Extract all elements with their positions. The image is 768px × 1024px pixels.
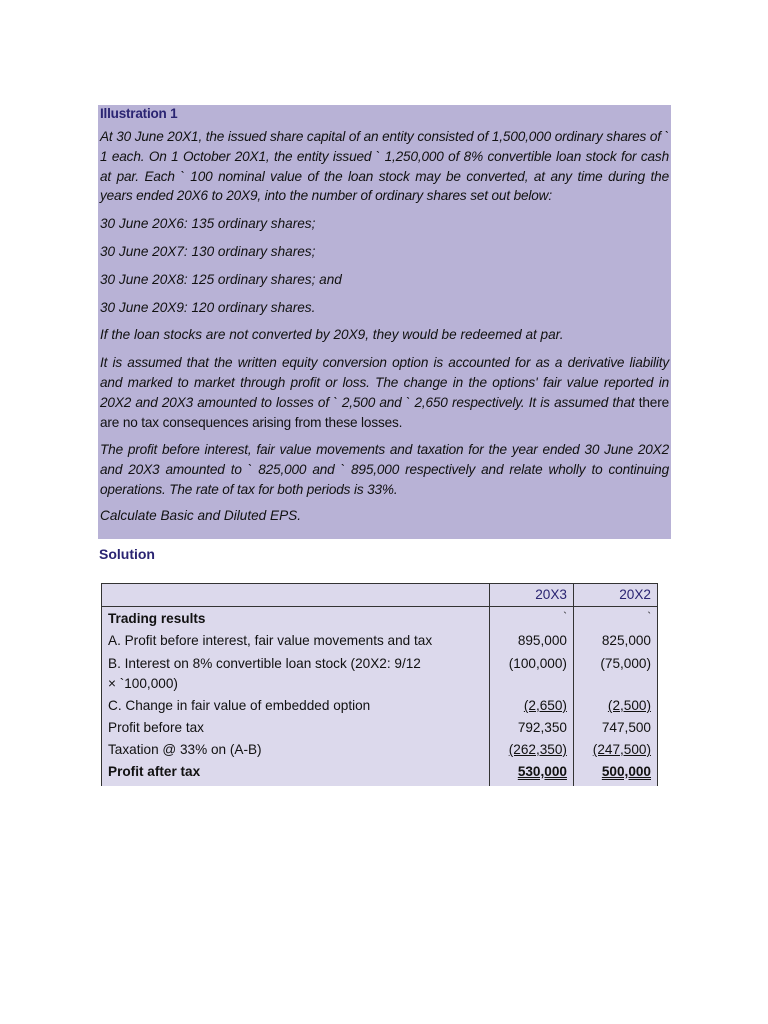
- option-paragraph-italic: It is assumed that the written equity conversion option is accounted for as a derivative liability and marked to market through profit or loss. The change in the options' fair value reported in 20X2 and 20X3 amounted to losses of ` 2,500 and ` 2,650 respectively. It is assumed that: [100, 355, 669, 410]
- table-row: [102, 629, 658, 651]
- solution-title: Solution: [99, 546, 155, 562]
- table-row: [102, 651, 658, 694]
- value-20x3: (2,650): [523, 698, 567, 713]
- row-label: Trading results: [102, 607, 490, 630]
- illustration-title: Illustration 1: [100, 106, 178, 121]
- value-20x3: (100,000): [489, 651, 573, 694]
- table-row: [102, 716, 658, 738]
- row-label: Taxation @ 33% on (A-B): [102, 738, 490, 760]
- trading-results-table: [101, 583, 658, 786]
- redemption-paragraph: If the loan stocks are not converted by 20X9, they would be redeemed at par.: [100, 327, 564, 343]
- value-20x2: 747,500: [573, 716, 657, 738]
- share-capital-paragraph: At 30 June 20X1, the issued share capital of an entity consisted of 1,500,000 ordinary shares of ` 1 each. On 1 October 20X1, the entity issued ` 1,250,000 of 8% convertible loan stock for cash at par. Each ` 100 nominal value of the loan stock may be converted, at any time during the years ended 20X6 to 20X9, into the number of ordinary shares set out below:: [100, 129, 669, 204]
- option-paragraph-roman: there are no tax consequences arising from these losses.: [100, 394, 669, 430]
- value-20x3: 895,000: [489, 629, 573, 651]
- illustration-box: [98, 105, 671, 539]
- row-label: Profit before tax: [102, 716, 490, 738]
- value-20x2: (75,000): [573, 651, 657, 694]
- value-20x2: 825,000: [573, 629, 657, 651]
- currency-symbol: `: [573, 607, 657, 630]
- table-row: [102, 607, 658, 630]
- value-20x2: 500,000: [601, 764, 651, 779]
- value-20x3: 530,000: [517, 764, 567, 779]
- row-label: A. Profit before interest, fair value movements and tax: [102, 629, 490, 651]
- value-20x3: (262,350): [508, 742, 567, 757]
- currency-symbol: `: [489, 607, 573, 630]
- table-row: [102, 694, 658, 716]
- conversion-item-2: 30 June 20X7: 130 ordinary shares;: [100, 243, 316, 259]
- profit-paragraph: The profit before interest, fair value movements and taxation for the year ended 30 June 20X2 and 20X3 amounted to ` 825,000 and ` 895,000 respectively and relate wholly to continuing operations. The rate of tax for both periods is 33%.: [100, 442, 669, 497]
- value-20x2: (247,500): [592, 742, 651, 757]
- header-blank: [102, 584, 490, 607]
- table-row: [102, 738, 658, 760]
- row-label: B. Interest on 8% convertible loan stock (20X2: 9/12 × `100,000): [102, 651, 490, 694]
- header-20x3: 20X3: [489, 584, 573, 607]
- row-label: C. Change in fair value of embedded option: [102, 694, 490, 716]
- conversion-item-1: 30 June 20X6: 135 ordinary shares;: [100, 216, 316, 232]
- table-row: [102, 760, 658, 786]
- conversion-item-3: 30 June 20X8: 125 ordinary shares; and: [100, 271, 342, 287]
- row-label: Profit after tax: [102, 760, 490, 786]
- option-paragraph: [100, 353, 669, 432]
- table-header-row: [102, 584, 658, 607]
- header-20x2: 20X2: [573, 584, 657, 607]
- calculate-instruction: Calculate Basic and Diluted EPS.: [100, 507, 301, 523]
- conversion-item-4: 30 June 20X9: 120 ordinary shares.: [100, 299, 316, 315]
- value-20x3: 792,350: [489, 716, 573, 738]
- value-20x2: (2,500): [607, 698, 651, 713]
